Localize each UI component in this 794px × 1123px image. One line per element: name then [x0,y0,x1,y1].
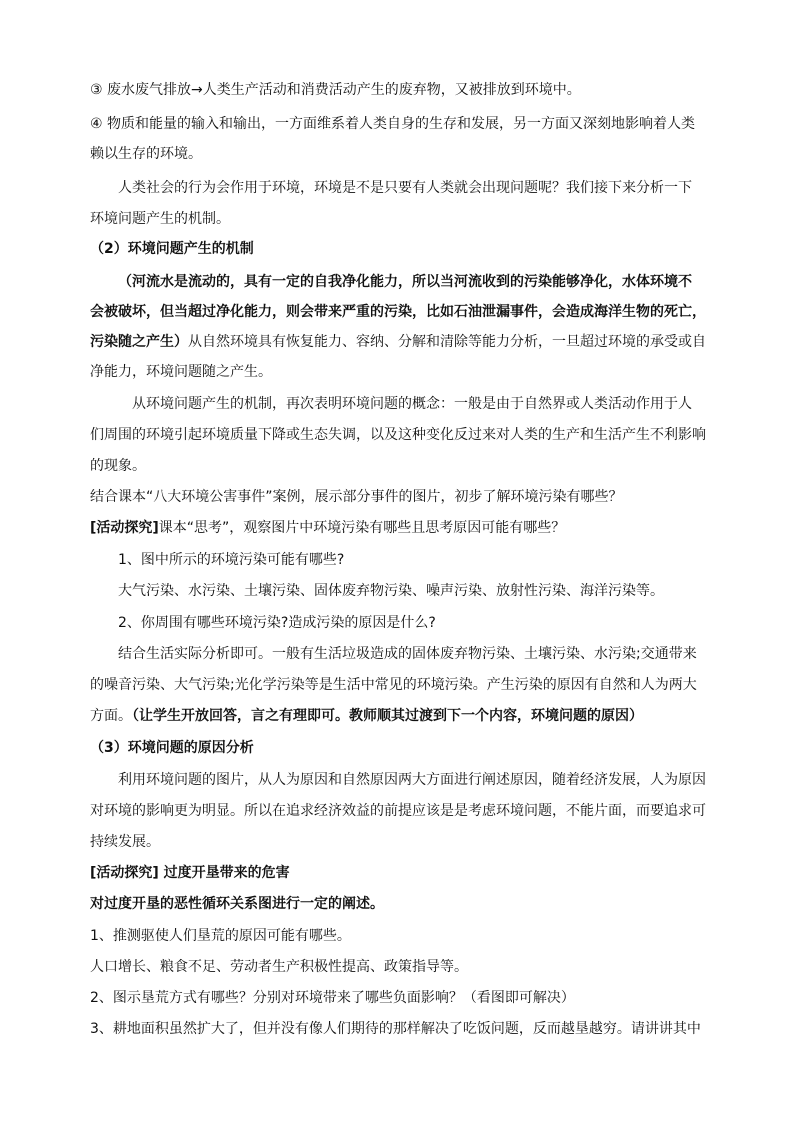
text-line: 2、你周围有哪些环境污染?造成污染的原因是什么? [118,615,436,631]
bold-text: 污染随之产生） [90,334,188,350]
text-line: 对环境的影响更为明显。所以在追求经济效益的前提应该是是考虑环境问题，不能片面，而要追求可 [90,803,706,819]
text-line: ③ 废水废气排放→人类生产活动和消费活动产生的废弃物，又被排放到环境中。 [90,82,581,98]
text-line: 2、图示垦荒方式有哪些？分别对环境带来了哪些负面影响？（看图即可解决） [90,990,575,1006]
text-line: 对过度开垦的恶性循环关系图进行一定的阐述。 [90,896,384,912]
text-line: （河流水是流动的，具有一定的自我净化能力，所以当河流收到的污染能够净化，水体环境不 [118,274,692,290]
text-line: 大气污染、水污染、土壤污染、固体废弃物污染、噪声污染、放射性污染、海洋污染等。 [118,583,664,599]
text-line: 持续发展。 [90,834,160,850]
text-line: 1、图中所示的环境污染可能有哪些? [118,552,345,568]
text-line: 从环境问题产生的机制，再次表明环境问题的概念：一般是由于自然界或人类活动作用于人 [132,396,692,412]
text-line [90,332,706,352]
text-line: 环境问题产生的机制。 [90,211,230,227]
plain-text: 方面。 [90,708,132,724]
section-heading: （2）环境问题产生的机制 [90,241,254,257]
text-line [90,518,565,538]
plain-text: 课本“思考”，观察图片中环境污染有哪些且思考原因可能有哪些？ [158,520,566,536]
bold-text: [活动探究] [90,520,159,536]
text-line: 的现象。 [90,458,146,474]
text-line: ④ 物质和能量的输入和输出，一方面维系着人类自身的生存和发展，另一方面又深刻地影响着人类 [90,116,695,132]
plain-text: 从自然环境具有恢复能力、容纳、分解和清除等能力分析，一旦超过环境的承受或自 [188,334,706,350]
text-line: 结合课本“八大环境公害事件”案例，展示部分事件的图片，初步了解环境污染有哪些？ [90,489,623,505]
text-line: 人口增长、粮食不足、劳动者生产积极性提高、政策指导等。 [90,959,468,975]
text-line: 人类社会的行为会作用于环境，环境是不是只要有人类就会出现问题呢？我们接下来分析一下 [118,180,692,196]
text-line: 3、耕地面积虽然扩大了，但并没有像人们期待的那样解决了吃饭问题，反而越垦越穷。请讲讲其中 [90,1021,701,1037]
bold-text: （让学生开放回答，言之有理即可。教师顺其过渡到下一个内容，环境问题的原因） [132,708,643,724]
text-line [90,706,643,726]
section-heading: （3）环境问题的原因分析 [90,740,254,756]
text-line: 1、推测驱使人们垦荒的原因可能有哪些。 [90,928,351,944]
text-line: 们周围的环境引起环境质量下降或生态失调，以及这种变化反过来对人类的生产和生活产生不利影响 [90,427,706,443]
text-line: 赖以生存的环境。 [90,146,202,162]
section-heading: [活动探究] 过度开垦带来的危害 [90,865,290,881]
text-line: 会被破坏，但当超过净化能力，则会带来严重的污染，比如石油泄漏事件，会造成海洋生物的死亡， [90,304,706,320]
text-line: 利用环境问题的图片，从人为原因和自然原因两大方面进行阐述原因，随着经济发展，人为原因 [118,772,706,788]
text-line: 的噪音污染、大气污染;光化学污染等是生活中常见的环境污染。产生污染的原因有自然和人为两大 [90,677,697,693]
text-line: 净能力，环境问题随之产生。 [90,364,272,380]
text-line: 结合生活实际分析即可。一般有生活垃圾造成的固体废弃物污染、土壤污染、水污染;交通带来 [118,646,697,662]
